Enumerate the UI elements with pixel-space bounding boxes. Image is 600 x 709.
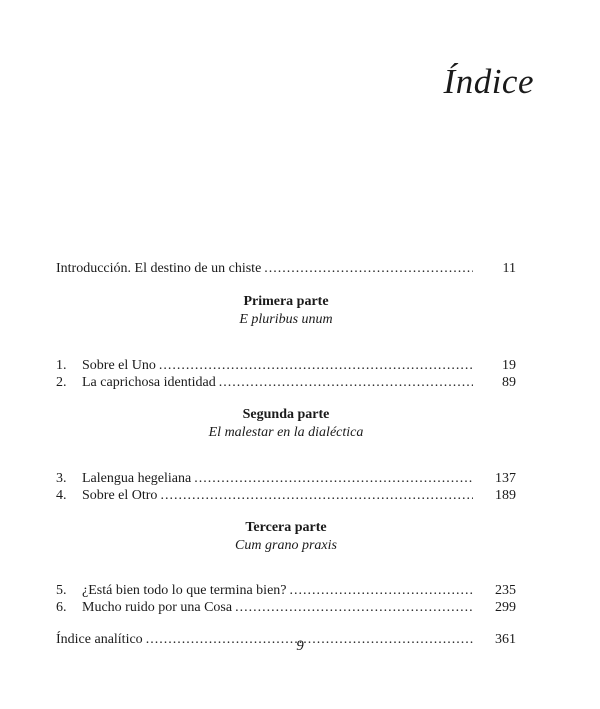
part-heading-3 [56,519,516,555]
toc-entry-title: La caprichosa identidad [82,375,216,390]
part-title: Segunda parte [242,407,330,422]
toc-entry-introduction[interactable] [56,260,516,277]
toc-entry-chapter-3[interactable] [56,470,516,487]
toc-entry-chapter-2[interactable] [56,374,516,391]
chapter-number: 1. [56,358,67,373]
toc-entry-chapter-4[interactable] [56,487,516,504]
toc-entry-title: Introducción. El destino de un chiste [56,261,262,276]
chapter-number: 2. [56,375,67,390]
toc-entry-chapter-6[interactable] [56,599,516,616]
toc-entry-chapter-5[interactable] [56,582,516,599]
toc-entry-page: 189 [495,488,516,503]
chapter-number: 4. [56,488,67,503]
part-title: Primera parte [243,294,329,309]
part-heading-1 [56,293,516,329]
toc-entry-chapter-1[interactable] [56,357,516,374]
dot-leader [159,357,473,374]
page-title: Índice [443,62,534,101]
toc-entry-title: Mucho ruido por una Cosa [82,600,233,615]
toc-entry-page: 361 [495,632,516,647]
toc-entry-page: 89 [502,375,516,390]
chapter-number: 5. [56,583,67,598]
toc-entry-title: Sobre el Uno [82,358,156,373]
part-subtitle: E pluribus unum [239,312,333,327]
dot-leader [235,599,473,616]
toc-entry-page: 137 [495,471,516,486]
dot-leader [264,260,473,277]
part-subtitle: Cum grano praxis [235,538,337,553]
part-title: Tercera parte [245,520,327,535]
toc-entry-title: Sobre el Otro [82,488,158,503]
toc-entry-title: ¿Está bien todo lo que termina bien? [82,583,287,598]
dot-leader [219,374,473,391]
dot-leader [194,470,473,487]
dot-leader [290,582,474,599]
chapter-number: 3. [56,471,67,486]
part-heading-2 [56,406,516,442]
table-of-contents [56,260,516,648]
toc-entry-page: 235 [495,583,516,598]
dot-leader [160,487,473,504]
toc-entry-page: 19 [502,358,516,373]
toc-entry-page: 299 [495,600,516,615]
chapter-number: 6. [56,600,67,615]
toc-entry-title: Lalengua hegeliana [82,471,192,486]
page-number: 9 [296,638,304,654]
toc-entry-page: 11 [502,261,516,276]
part-subtitle: El malestar en la dialéctica [208,425,364,440]
toc-entry-title: Índice analítico [56,632,143,647]
